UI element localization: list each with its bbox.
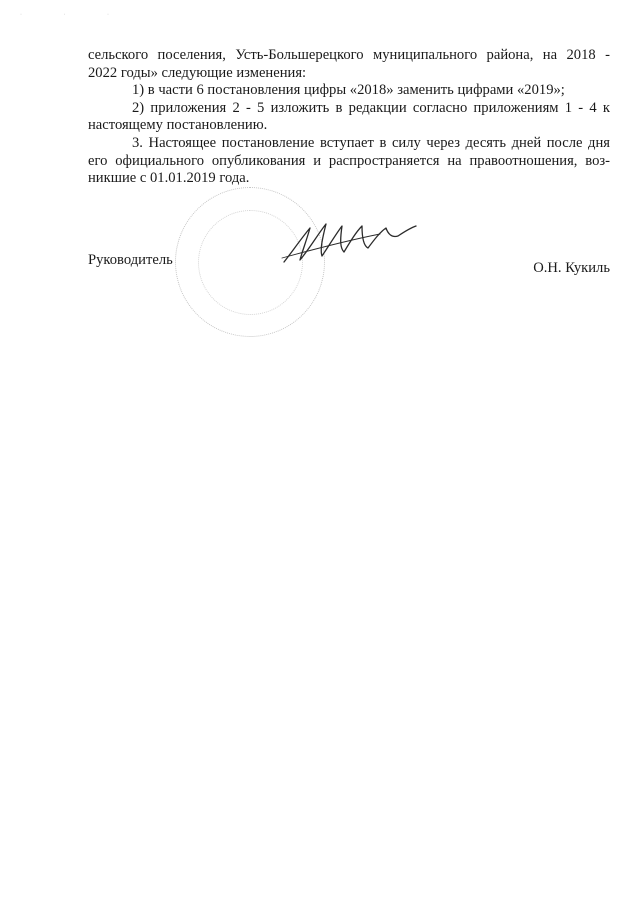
signature-row xyxy=(88,252,610,276)
item-3-line-1: 3. Настоящее постановление вступает в силу через десять дней после дня xyxy=(132,134,610,151)
signatory-name: О.Н. Кукиль xyxy=(533,260,610,276)
intro-line-2: 2022 годы» следующие изменения: xyxy=(88,64,307,81)
item-2-line-1: 2) приложения 2 - 5 изложить в редакции согласно приложениям 1 - 4 к xyxy=(132,99,610,116)
scan-specks: · · · xyxy=(20,12,129,18)
document-body xyxy=(88,47,610,188)
item-1: 1) в части 6 постановления цифры «2018» заменить цифрами «2019»; xyxy=(132,82,565,99)
item-3-line-3: никшие с 01.01.2019 года. xyxy=(88,170,250,187)
intro-line-1: сельского поселения, Усть-Большерецкого муниципального района, на 2018 - xyxy=(88,47,610,63)
item-2-line-2: настоящему постановлению. xyxy=(88,117,268,134)
signatory-role: Руководитель xyxy=(88,252,173,268)
item-3-line-2: его официального опубликования и распространяется на правоотношения, воз- xyxy=(88,152,610,169)
